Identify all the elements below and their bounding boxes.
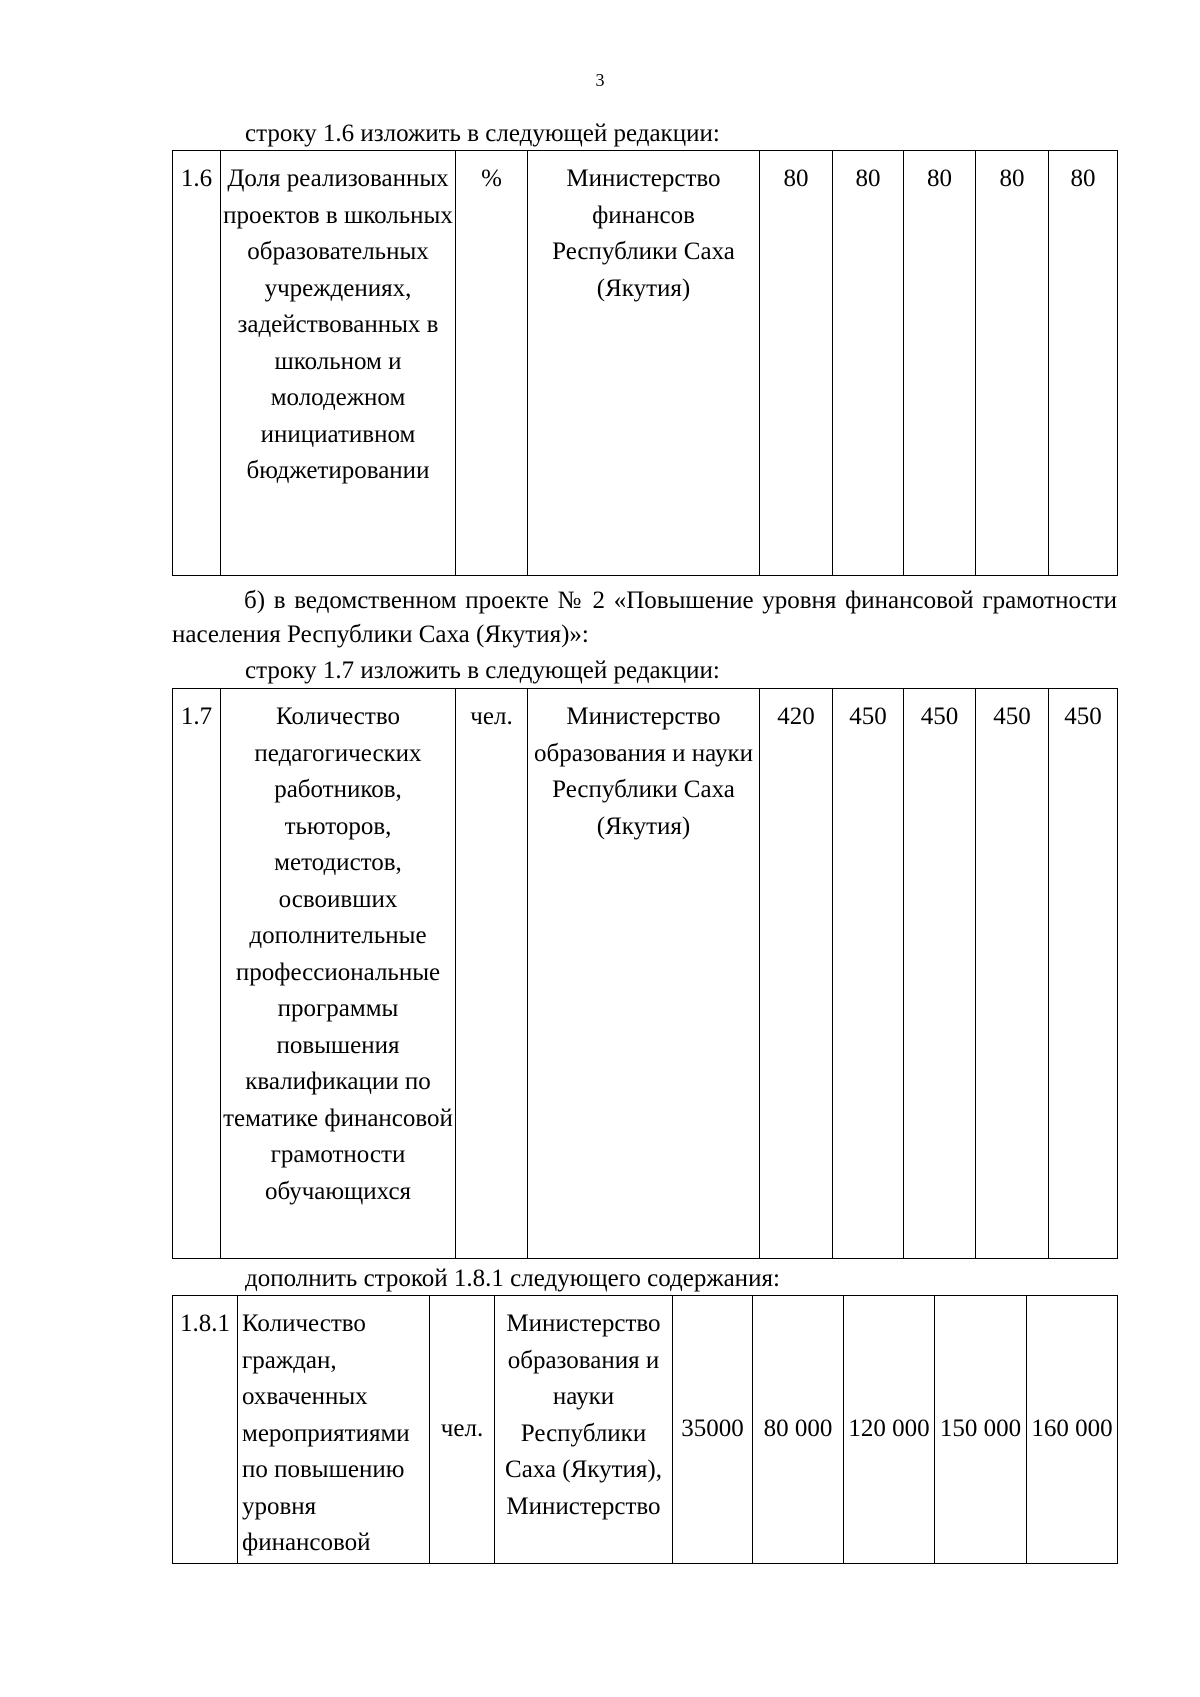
value-year-1: 420 [760, 689, 833, 1259]
value-year-3: 120 000 [844, 1296, 935, 1564]
row-number: 1.8.1 [173, 1296, 238, 1564]
value-year-2: 80 [833, 151, 904, 576]
responsible-org [528, 689, 760, 1259]
value-year-5: 160 000 [1027, 1296, 1118, 1564]
value-year-2: 80 000 [753, 1296, 844, 1564]
value-year-4: 150 000 [935, 1296, 1027, 1564]
page-number: 3 [595, 70, 605, 90]
table-row-1-6 [172, 150, 1118, 576]
responsible-org-text: Министерство образования и науки Республики Саха (Якутия) [534, 703, 753, 840]
value-year-1: 80 [760, 151, 833, 576]
responsible-org [495, 1296, 673, 1564]
value-year-3: 80 [904, 151, 976, 576]
value-year-4: 80 [976, 151, 1049, 576]
indicator-name [221, 151, 456, 576]
table-row-1-8-1 [172, 1295, 1118, 1564]
intro-row-1-7: строку 1.7 изложить в следующей редакции: [245, 657, 720, 684]
intro-row-1-8-1: дополнить строкой 1.8.1 следующего содержания: [245, 1265, 780, 1292]
value-year-2: 450 [833, 689, 904, 1259]
indicator-name-text: Количество педагогических работников, тьюторов, методистов, освоивших дополнительные профессиональные программы повышения квалификации по тематике финансовой грамотности обучающихся [223, 703, 453, 1205]
unit: чел. [456, 689, 528, 1259]
paragraph-b: б) в ведомственном проекте № 2 «Повышение уровня финансовой грамотности населения Республики Саха (Якутия)»: [172, 587, 1117, 648]
value-year-5: 450 [1049, 689, 1118, 1259]
responsible-org [528, 151, 760, 576]
indicator-name [238, 1296, 430, 1564]
row-number: 1.6 [173, 151, 221, 576]
row-number: 1.7 [173, 689, 221, 1259]
value-year-4: 450 [976, 689, 1049, 1259]
value-year-5: 80 [1049, 151, 1118, 576]
responsible-org-text: Министерство финансов Республики Саха (Якутия) [552, 165, 735, 302]
indicator-name-text: Доля реализованных проектов в школьных образовательных учреждениях, задействованных в школьном и молодежном инициативном бюджетировании [223, 165, 453, 484]
table-row-1-7 [172, 688, 1118, 1259]
unit: % [456, 151, 528, 576]
value-year-3: 450 [904, 689, 976, 1259]
value-year-1: 35000 [673, 1296, 753, 1564]
indicator-name [221, 689, 456, 1259]
unit: чел. [430, 1296, 495, 1564]
indicator-name-text: Количество граждан, охваченных мероприятиями по повышению уровня финансовой [242, 1310, 410, 1556]
responsible-org-text: Министерство образования и науки Республики Саха (Якутия), Министерство [505, 1310, 662, 1520]
intro-row-1-6: строку 1.6 изложить в следующей редакции: [245, 120, 720, 147]
